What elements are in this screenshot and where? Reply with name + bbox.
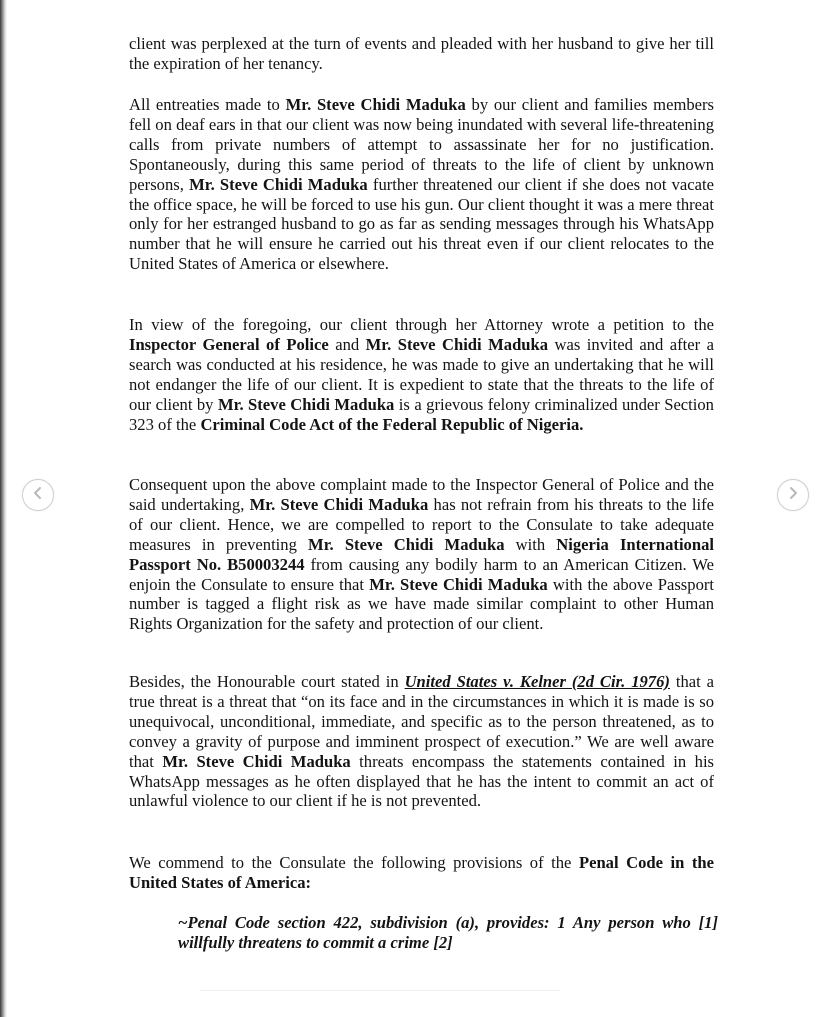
bold-run: Penal Code in the United States of America: xyxy=(129,853,714,892)
text-run: with the above Passport number is tagged a flight risk as we have made similar complaint to other Human Rights Organization for the safety and protection of our client. xyxy=(129,574,714,634)
bold-run: Mr. Steve Chidi Maduka xyxy=(369,574,548,594)
next-page-button[interactable] xyxy=(777,479,809,511)
text-run: All entreaties made to xyxy=(129,95,286,114)
text-run: further threatened our client if she does not vacate the office space, he will be forced to use his gun. Our client thought it was a mere threat only for her estranged husband to go as far as sending messages through his WhatsApp number that he will ensure he carried out his threat even if our client relocates to the United States of America or elsewhere. xyxy=(129,174,715,274)
page-edge-shadow xyxy=(0,0,7,1017)
bold-run: Inspector General of Police xyxy=(129,334,329,354)
paragraph-4 xyxy=(129,475,714,634)
paragraph-3 xyxy=(129,315,714,434)
paragraph-5 xyxy=(129,672,714,811)
bold-run: Mr. Steve Chidi Maduka xyxy=(217,394,395,414)
bold-run: Mr. Steve Chidi Maduka xyxy=(365,334,549,354)
bold-run: Nigeria International Passport No. B50003244 xyxy=(129,534,714,574)
bold-run: Mr. Steve Chidi Maduka xyxy=(308,534,505,554)
bold-run: Criminal Code Act of the Federal Republic of Nigeria. xyxy=(200,414,584,434)
text-run: by our client and families members fell on deaf ears in that our client was now being inundated with several life-threatening calls from private numbers of attempt to assassinate her for no justification. Spontaneously, during this same period of threats to the life of client by unknown persons, xyxy=(129,95,714,194)
paragraph-6 xyxy=(129,853,714,893)
chevron-right-icon xyxy=(786,486,800,505)
text-run: and xyxy=(328,334,366,354)
text-run: with xyxy=(504,534,557,554)
text-run: was invited and after a search was conducted at his residence, he was made to give an undertaking that he will not endanger the life of our client. It is expedient to state that the threats to the life of our client by xyxy=(129,334,714,414)
text-run: that a true threat is a threat that “on its face and in the circumstances in which it is made is so unequivocal, unconditional, immediate, and specific as to the person threatened, as to convey a gravity of purpose and imminent prospect of execution.” We are well aware that xyxy=(129,672,714,771)
text-run: is a grievous felony criminalized under Section 323 of the xyxy=(129,394,714,434)
text-run: threats encompass the statements contained in his WhatsApp messages as he often displayed that he has the intent to commit an act of unlawful violence to our client if he is not prevented. xyxy=(129,751,715,811)
paragraph-2 xyxy=(129,95,714,274)
bold-run: Mr. Steve Chidi Maduka xyxy=(162,751,351,771)
faint-footer-mark xyxy=(200,990,560,991)
text-run: from causing any bodily harm to an American Citizen. We enjoin the Consulate to ensure that xyxy=(129,554,715,594)
text-run: We commend to the Consulate the following provisions of the xyxy=(129,853,579,872)
bold-run: Mr. Steve Chidi Maduka xyxy=(285,95,466,114)
paragraph-1: client was perplexed at the turn of events and pleaded with her husband to give her till the expiration of her tenancy. xyxy=(129,34,714,73)
chevron-left-icon xyxy=(31,486,45,505)
bold-run: Mr. Steve Chidi Maduka xyxy=(249,494,429,514)
case-citation: United States v. Kelner (2d Cir. 1976) xyxy=(404,672,670,691)
quote-penal-code: ~Penal Code section 422, subdivision (a), provides: 1 Any person who [1] willfully threatens to commit a crime [2] xyxy=(178,913,718,952)
bold-run: Mr. Steve Chidi Maduka xyxy=(189,174,368,194)
text-run: Consequent upon the above complaint made to the Inspector General of Police and the said undertaking, xyxy=(129,475,714,514)
previous-page-button[interactable] xyxy=(22,479,54,511)
text-run: Besides, the Honourable court stated in xyxy=(129,672,405,691)
text-run: In view of the foregoing, our client through her Attorney wrote a petition to the xyxy=(129,315,714,334)
text-run: has not refrain from his threats to the life of our client. Hence, we are compelled to report to the Consulate to take adequate measures in preventing xyxy=(129,494,715,554)
